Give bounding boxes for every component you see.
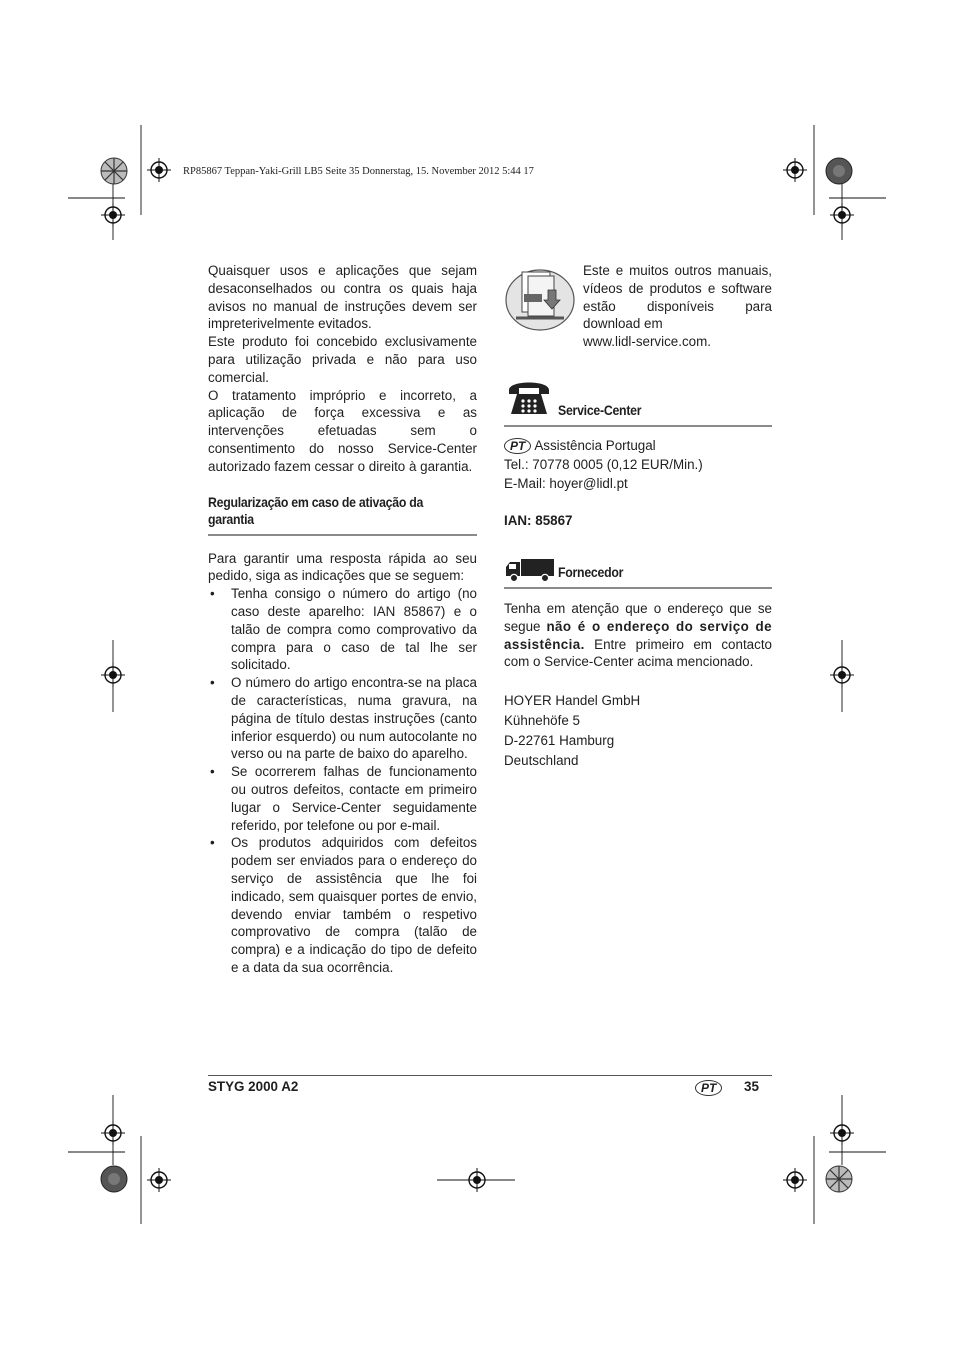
registration-mark-icon <box>830 203 854 227</box>
warranty-heading-line: Regularização em caso de ativação da <box>208 493 424 510</box>
page-number: 35 <box>744 1079 759 1094</box>
service-center-heading: Service-Center <box>558 402 642 418</box>
country-badge: PT <box>695 1080 722 1096</box>
supplier-notice <box>504 600 772 671</box>
color-wheel-icon <box>825 1165 853 1193</box>
supplier-heading: Fornecedor <box>558 564 624 580</box>
registration-mark-icon <box>783 1168 807 1192</box>
registration-mark-icon <box>101 663 125 687</box>
footer-divider <box>208 1075 772 1076</box>
intro-paragraph: Quaisquer usos e aplicações que sejam desaconselhados ou contra os quais haja avisos no manual de instruções devem ser impreterivelmente evitados. <box>208 263 477 332</box>
warranty-intro: Para garantir uma resposta rápida ao seu pedido, siga as indicações que se seguem: <box>208 550 477 584</box>
manual-download-icon <box>504 264 576 332</box>
supplier-notice-bold: não é o endereço do serviço de assistência. <box>504 618 772 652</box>
registration-mark-icon <box>101 203 125 227</box>
footer-model: STYG 2000 A2 <box>208 1079 299 1094</box>
color-wheel-icon <box>825 157 853 185</box>
country-badge: PT <box>504 438 531 454</box>
list-item: • O número do artigo encontra-se na placa de características, numa gravura, na página de título destas instruções (canto inferior esquerdo) ou num autocolante no verso ou na parte de baixo do aparelho. <box>208 674 477 763</box>
intro-paragraph: Este produto foi concebido exclusivamente para utilização privada e não para uso comercial. <box>208 334 477 385</box>
color-wheel-icon <box>100 1165 128 1193</box>
service-name: Assistência Portugal <box>534 438 656 453</box>
list-item: • Tenha consigo o número do artigo (no caso deste aparelho: IAN 85867) e o talão de compra como comprovativo da compra para o caso de tal lhe ser solicitado. <box>208 585 477 674</box>
section-divider <box>504 587 772 589</box>
download-text: Este e muitos outros manuais, vídeos de produtos e software estão disponíveis para download em <box>583 263 772 332</box>
section-divider <box>208 534 477 536</box>
registration-mark-icon <box>101 1121 125 1145</box>
color-wheel-icon <box>100 157 128 185</box>
supplier-notice-text: Entre primeiro em contacto com o Service-Center acima mencionado. <box>504 636 772 670</box>
supplier-info <box>504 600 772 769</box>
service-contact <box>504 437 772 530</box>
left-column <box>208 262 477 977</box>
address-line: D-22761 Hamburg <box>504 732 615 748</box>
supplier-notice-text: Tenha em atenção que o endereço que se segue <box>504 601 772 634</box>
section-divider <box>504 425 772 427</box>
address-line: Deutschland <box>504 752 579 768</box>
list-item: • Os produtos adquiridos com defeitos podem ser enviados para o endereço do serviço de assistência que lhe foi indicado, sem quaisquer portes de envio, devendo enviar também o respetivo comprovativo de compra (talão de compra) e a indicação do tipo de defeito e a data da sua ocorrência. <box>208 834 477 976</box>
service-phone: Tel.: 70778 0005 (0,12 EUR/Min.) <box>504 456 703 472</box>
footer-language-badge <box>695 1080 722 1096</box>
registration-mark-icon <box>830 1121 854 1145</box>
registration-mark-icon <box>783 158 807 182</box>
address-line: HOYER Handel GmbH <box>504 693 641 709</box>
download-info <box>583 262 772 351</box>
telephone-icon <box>505 376 553 416</box>
registration-mark-icon <box>147 158 171 182</box>
registration-mark-icon <box>147 1168 171 1192</box>
print-header: RP85867 Teppan-Yaki-Grill LB5 Seite 35 Donnerstag, 15. November 2012 5:44 17 <box>183 166 534 177</box>
ian-number: IAN: 85867 <box>504 513 573 529</box>
warranty-heading-line: garantia <box>208 510 254 527</box>
address-line: Kühnehöfe 5 <box>504 712 580 728</box>
registration-mark-icon <box>830 663 854 687</box>
warranty-heading <box>208 494 477 528</box>
supplier-address <box>504 692 772 769</box>
truck-icon <box>505 557 555 583</box>
list-item: • Se ocorrerem falhas de funcionamento ou outros defeitos, contacte em primeiro lugar o Service-Center seguidamente referido, por telefone ou por e-mail. <box>208 763 477 834</box>
download-url[interactable]: www.lidl-service.com. <box>583 334 711 350</box>
service-email: E-Mail: hoyer@lidl.pt <box>504 475 628 491</box>
warranty-steps-list <box>208 585 477 977</box>
registration-mark-icon <box>465 1168 489 1192</box>
intro-paragraph: O tratamento impróprio e incorreto, a aplicação de força excessiva e as intervenções efetuadas sem o consentimento do nosso Service-Center autorizado fazem cessar o direito à garantia. <box>208 387 477 474</box>
